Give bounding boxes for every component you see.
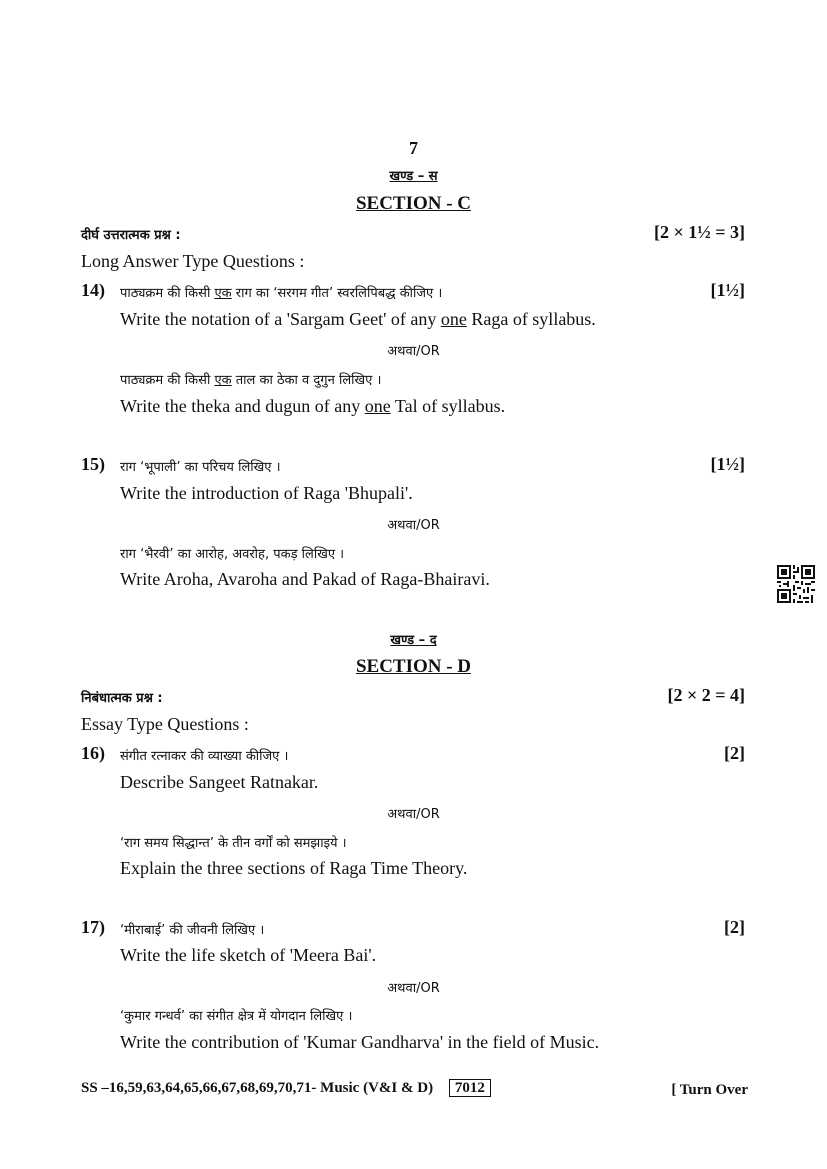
section-c-hindi-title: खण्ड – स bbox=[389, 169, 438, 184]
section-c-marks: [2 × 1½ = 3] bbox=[653, 222, 745, 242]
question-number: 14) bbox=[81, 280, 105, 300]
section-d-marks: [2 × 2 = 4] bbox=[667, 685, 745, 705]
section-d-type-hindi: निबंधात्मक प्रश्न : bbox=[81, 691, 163, 706]
question-number: 17) bbox=[81, 917, 105, 937]
section-d-title: SECTION - D bbox=[355, 656, 472, 677]
q16-alt-hindi: ‘राग समय सिद्धान्त’ के तीन वर्गों को समझाइये । bbox=[120, 836, 347, 851]
or-divider: अथवा/OR bbox=[387, 807, 440, 822]
q14-hindi: पाठ्यक्रम की किसी एक राग का ‘सरगम गीत’ स्वरलिपिबद्ध कीजिए । bbox=[120, 286, 443, 301]
q16-alt-english: Explain the three sections of Raga Time Theory. bbox=[120, 858, 468, 878]
q14-marks: [1½] bbox=[710, 280, 745, 300]
q15-english: Write the introduction of Raga 'Bhupali'. bbox=[120, 483, 413, 503]
question-number: 15) bbox=[81, 454, 105, 474]
q15-alt-english: Write Aroha, Avaroha and Pakad of Raga-Bhairavi. bbox=[120, 569, 490, 589]
q17-hindi: ‘मीराबाई’ की जीवनी लिखिए । bbox=[120, 923, 265, 938]
q14-alt-english: Write the theka and dugun of any one Tal of syllabus. bbox=[120, 396, 506, 416]
q17-marks: [2] bbox=[724, 917, 745, 937]
q16-marks: [2] bbox=[724, 743, 745, 763]
footer-code-text: SS –16,59,63,64,65,66,67,68,69,70,71- Music (V&I & D) bbox=[81, 1080, 434, 1096]
section-c-title: SECTION - C bbox=[355, 193, 472, 214]
q15-hindi: राग ‘भूपाली’ का परिचय लिखिए । bbox=[120, 460, 281, 475]
qr-code-icon bbox=[777, 565, 815, 603]
paper-code-box: 7012 bbox=[449, 1079, 491, 1097]
page-number: 7 bbox=[409, 138, 418, 158]
or-divider: अथवा/OR bbox=[387, 344, 440, 359]
q15-marks: [1½] bbox=[710, 454, 745, 474]
or-divider: अथवा/OR bbox=[387, 518, 440, 533]
q14-english: Write the notation of a 'Sargam Geet' of any one Raga of syllabus. bbox=[120, 309, 596, 329]
footer-code bbox=[81, 1080, 491, 1097]
section-c-type-english: Long Answer Type Questions : bbox=[81, 251, 305, 271]
section-d-hindi-title: खण्ड – द bbox=[390, 633, 437, 648]
section-d-type-english: Essay Type Questions : bbox=[81, 714, 249, 734]
section-c-type-hindi: दीर्घ उत्तरात्मक प्रश्न : bbox=[81, 228, 181, 243]
q17-alt-english: Write the contribution of 'Kumar Gandharva' in the field of Music. bbox=[120, 1032, 600, 1052]
q15-alt-hindi: राग ‘भैरवी’ का आरोह, अवरोह, पकड़ लिखिए । bbox=[120, 547, 345, 562]
or-divider: अथवा/OR bbox=[387, 981, 440, 996]
question-number: 16) bbox=[81, 743, 105, 763]
q16-english: Describe Sangeet Ratnakar. bbox=[120, 772, 319, 792]
q17-alt-hindi: ‘कुमार गन्धर्व’ का संगीत क्षेत्र में योगदान लिखिए । bbox=[120, 1009, 353, 1024]
q17-english: Write the life sketch of 'Meera Bai'. bbox=[120, 945, 377, 965]
q16-hindi: संगीत रत्नाकर की व्याख्या कीजिए । bbox=[120, 749, 289, 764]
turn-over-label: [ Turn Over bbox=[671, 1082, 748, 1098]
q14-alt-hindi: पाठ्यक्रम की किसी एक ताल का ठेका व दुगुन लिखिए । bbox=[120, 373, 382, 388]
